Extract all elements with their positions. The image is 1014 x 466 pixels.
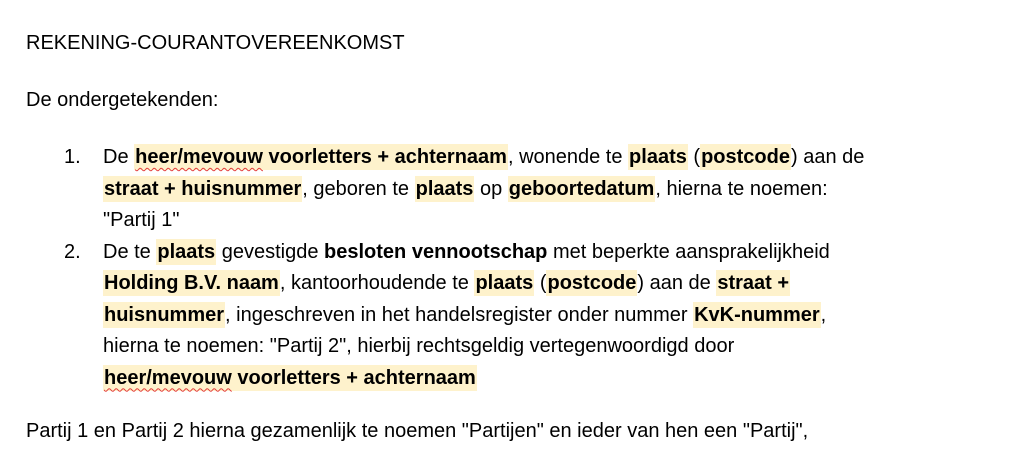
text-line: hierna te noemen: "Partij 2", hierbij rechtsgeldig vertegenwoordigd door	[103, 335, 735, 357]
placeholder-field-birthplace[interactable]: plaats	[415, 177, 474, 200]
intro-paragraph: De ondergetekenden:	[26, 89, 219, 111]
text-run: , hierna te noemen:	[655, 177, 828, 200]
placeholder-field-postcode[interactable]: postcode	[701, 146, 790, 168]
placeholder-text[interactable]: voorletters + achternaam	[231, 366, 476, 389]
placeholder-field-street[interactable]: straat +	[717, 272, 790, 294]
text-run: ) aan de	[790, 146, 865, 168]
placeholder-field-representative[interactable]	[103, 365, 477, 391]
spellcheck-word[interactable]: heer/mevouw	[135, 146, 263, 168]
placeholder-field-street[interactable]: straat + huisnummer	[104, 177, 302, 200]
text-run: , ingeschreven in het handelsregister onder nummer	[225, 303, 694, 326]
text-run: (	[687, 146, 701, 168]
closing-paragraph: Partij 1 en Partij 2 hierna gezamenlijk te noemen "Partijen" en ieder van hen een "Partij",	[26, 420, 809, 442]
text-line	[103, 363, 1001, 395]
placeholder-field-holding-name[interactable]: Holding B.V. naam	[104, 272, 279, 294]
placeholder-field-place[interactable]: plaats	[157, 240, 216, 263]
text-run: , kantoorhoudende te	[279, 272, 475, 294]
text-run: op	[474, 177, 508, 200]
text-line	[103, 142, 1001, 174]
text-line	[103, 174, 1001, 206]
bold-text: besloten vennootschap	[324, 240, 548, 263]
placeholder-field-postcode[interactable]: postcode	[547, 272, 637, 294]
placeholder-field-street-number[interactable]: huisnummer	[104, 303, 225, 326]
text-run: gevestigde	[216, 240, 325, 263]
placeholder-field-place[interactable]: plaats	[629, 146, 687, 168]
list-item-party-2	[26, 237, 1001, 395]
placeholder-field-kvk-number[interactable]: KvK-nummer	[694, 303, 820, 326]
text-line	[103, 300, 1001, 332]
text-line	[103, 268, 1001, 300]
placeholder-field-salutation[interactable]	[134, 144, 508, 170]
list-number: 2.	[64, 240, 81, 263]
text-run: ) aan de	[637, 272, 717, 294]
text-line: "Partij 1"	[103, 209, 180, 231]
spellcheck-word[interactable]: heer/mevouw	[104, 366, 232, 389]
document-title: REKENING-COURANTOVEREENKOMST	[26, 32, 405, 54]
text-run: ,	[820, 303, 827, 326]
list-item-party-1	[26, 142, 1001, 237]
parties-list	[26, 142, 1001, 394]
text-run: (	[534, 272, 547, 294]
text-line	[103, 237, 1001, 269]
list-number: 1.	[64, 146, 81, 168]
text-run: , wonende te	[507, 146, 629, 168]
text-run: met beperkte aansprakelijkheid	[547, 240, 830, 263]
text-run: , geboren te	[302, 177, 415, 200]
text-run: De	[103, 146, 135, 168]
placeholder-field-birthdate[interactable]: geboortedatum	[508, 177, 655, 200]
placeholder-field-office-place[interactable]: plaats	[475, 272, 534, 294]
placeholder-text[interactable]: voorletters + achternaam	[262, 146, 507, 168]
text-run: De te	[103, 240, 157, 263]
